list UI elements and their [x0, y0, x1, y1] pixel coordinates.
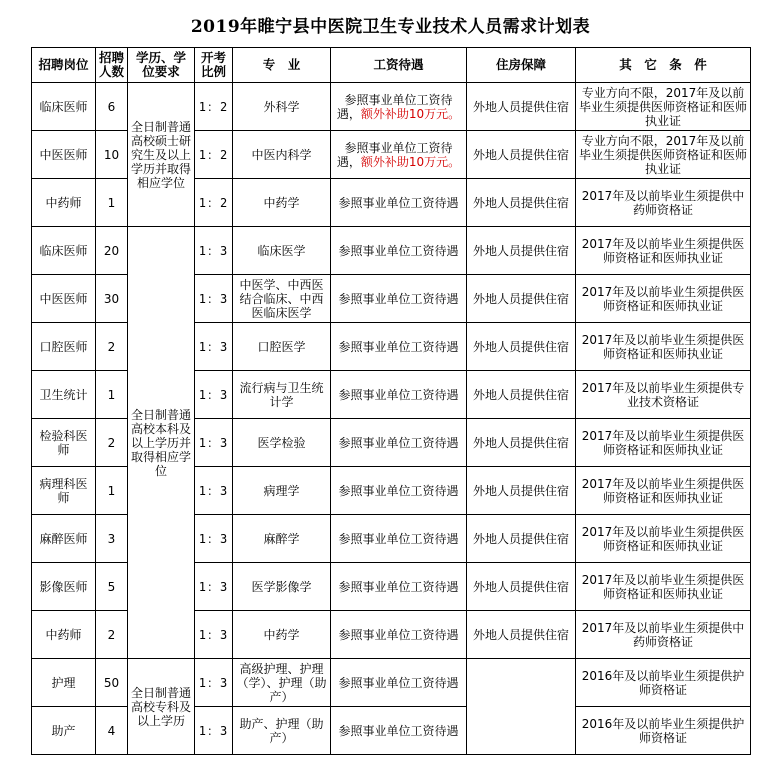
cell-major: 流行病与卫生统计学 [233, 371, 331, 419]
cell-major: 中药学 [233, 611, 331, 659]
cell-ratio: 1：2 [195, 131, 233, 179]
cell-count: 10 [96, 131, 128, 179]
cell-major: 中医内科学 [233, 131, 331, 179]
cell-housing: 外地人员提供住宿 [467, 563, 576, 611]
cell-salary: 参照事业单位工资待遇 [331, 467, 467, 515]
cell-other: 2017年及以前毕业生须提供医师资格证和医师执业证 [576, 467, 751, 515]
cell-major: 医学检验 [233, 419, 331, 467]
cell-other: 2017年及以前毕业生须提供中药师资格证 [576, 611, 751, 659]
cell-housing: 外地人员提供住宿 [467, 467, 576, 515]
cell-count: 2 [96, 419, 128, 467]
cell-major: 外科学 [233, 83, 331, 131]
cell-count: 5 [96, 563, 128, 611]
cell-count: 30 [96, 275, 128, 323]
cell-ratio: 1：3 [195, 371, 233, 419]
cell-other: 2017年及以前毕业生须提供医师资格证和医师执业证 [576, 275, 751, 323]
salary-bonus: 额外补助10万元。 [360, 106, 461, 121]
cell-position: 口腔医师 [32, 323, 96, 371]
cell-housing [467, 659, 576, 755]
cell-major: 口腔医学 [233, 323, 331, 371]
cell-major: 医学影像学 [233, 563, 331, 611]
cell-ratio: 1：3 [195, 227, 233, 275]
cell-housing: 外地人员提供住宿 [467, 275, 576, 323]
cell-salary: 参照事业单位工资待遇 [331, 515, 467, 563]
cell-housing: 外地人员提供住宿 [467, 515, 576, 563]
header-housing: 住房保障 [467, 48, 576, 83]
cell-position: 助产 [32, 707, 96, 755]
header-position: 招聘岗位 [32, 48, 96, 83]
cell-ratio: 1：3 [195, 707, 233, 755]
cell-ratio: 1：3 [195, 323, 233, 371]
cell-housing: 外地人员提供住宿 [467, 323, 576, 371]
cell-edu-bachelor: 全日制普通高校本科及以上学历并取得相应学位 [128, 227, 195, 659]
cell-major: 高级护理、护理（学）、护理（助产） [233, 659, 331, 707]
recruitment-table [31, 47, 751, 755]
header-ratio: 开考比例 [195, 48, 233, 83]
header-major: 专 业 [233, 48, 331, 83]
cell-other: 2017年及以前毕业生须提供中药师资格证 [576, 179, 751, 227]
cell-housing: 外地人员提供住宿 [467, 371, 576, 419]
cell-salary: 参照事业单位工资待遇 [331, 227, 467, 275]
cell-housing: 外地人员提供住宿 [467, 83, 576, 131]
cell-salary: 参照事业单位工资待遇 [331, 323, 467, 371]
cell-count: 1 [96, 467, 128, 515]
cell-salary: 参照事业单位工资待遇 [331, 179, 467, 227]
cell-position: 临床医师 [32, 83, 96, 131]
cell-edu-master: 全日制普通高校硕士研究生及以上学历并取得相应学位 [128, 83, 195, 227]
cell-major: 病理学 [233, 467, 331, 515]
cell-ratio: 1：3 [195, 611, 233, 659]
cell-other: 专业方向不限，2017年及以前毕业生须提供医师资格证和医师执业证 [576, 83, 751, 131]
cell-position: 中药师 [32, 611, 96, 659]
page-title: 2019年睢宁县中医院卫生专业技术人员需求计划表 [190, 17, 591, 37]
table-row [32, 83, 751, 131]
cell-salary: 参照事业单位工资待遇 [331, 275, 467, 323]
cell-ratio: 1：2 [195, 83, 233, 131]
cell-housing: 外地人员提供住宿 [467, 179, 576, 227]
cell-housing: 外地人员提供住宿 [467, 227, 576, 275]
cell-count: 1 [96, 371, 128, 419]
cell-count: 4 [96, 707, 128, 755]
cell-salary [331, 83, 467, 131]
cell-position: 中药师 [32, 179, 96, 227]
cell-count: 2 [96, 323, 128, 371]
cell-salary: 参照事业单位工资待遇 [331, 419, 467, 467]
cell-major: 中药学 [233, 179, 331, 227]
cell-salary: 参照事业单位工资待遇 [331, 563, 467, 611]
cell-ratio: 1：3 [195, 419, 233, 467]
cell-other: 2017年及以前毕业生须提供医师资格证和医师执业证 [576, 227, 751, 275]
cell-position: 病理科医师 [32, 467, 96, 515]
cell-ratio: 1：3 [195, 515, 233, 563]
cell-count: 6 [96, 83, 128, 131]
salary-text: 参照事业单位工资待遇， [336, 92, 453, 121]
cell-other: 2017年及以前毕业生须提供专业技术资格证 [576, 371, 751, 419]
cell-edu-college: 全日制普通高校专科及以上学历 [128, 659, 195, 755]
header-count: 招聘人数 [96, 48, 128, 83]
cell-salary: 参照事业单位工资待遇 [331, 659, 467, 707]
cell-position: 卫生统计 [32, 371, 96, 419]
cell-major: 中医学、中西医结合临床、中西医临床医学 [233, 275, 331, 323]
cell-position: 中医医师 [32, 131, 96, 179]
cell-position: 影像医师 [32, 563, 96, 611]
cell-position: 检验科医师 [32, 419, 96, 467]
cell-housing: 外地人员提供住宿 [467, 419, 576, 467]
cell-major: 临床医学 [233, 227, 331, 275]
cell-other: 专业方向不限，2017年及以前毕业生须提供医师资格证和医师执业证 [576, 131, 751, 179]
cell-salary: 参照事业单位工资待遇 [331, 707, 467, 755]
cell-other: 2017年及以前毕业生须提供医师资格证和医师执业证 [576, 323, 751, 371]
cell-housing: 外地人员提供住宿 [467, 131, 576, 179]
header-other: 其 它 条 件 [576, 48, 751, 83]
cell-position: 护理 [32, 659, 96, 707]
header-row [32, 48, 751, 83]
cell-major: 助产、护理（助产） [233, 707, 331, 755]
cell-other: 2017年及以前毕业生须提供医师资格证和医师执业证 [576, 515, 751, 563]
cell-position: 麻醉医师 [32, 515, 96, 563]
header-edu: 学历、学位要求 [128, 48, 195, 83]
cell-ratio: 1：2 [195, 179, 233, 227]
cell-count: 1 [96, 179, 128, 227]
salary-bonus: 额外补助10万元。 [360, 154, 461, 169]
cell-position: 中医医师 [32, 275, 96, 323]
cell-position: 临床医师 [32, 227, 96, 275]
table-row [32, 227, 751, 275]
cell-other: 2016年及以前毕业生须提供护师资格证 [576, 659, 751, 707]
cell-salary [331, 131, 467, 179]
cell-ratio: 1：3 [195, 563, 233, 611]
cell-count: 3 [96, 515, 128, 563]
cell-salary: 参照事业单位工资待遇 [331, 371, 467, 419]
cell-count: 50 [96, 659, 128, 707]
cell-ratio: 1：3 [195, 275, 233, 323]
cell-other: 2017年及以前毕业生须提供医师资格证和医师执业证 [576, 419, 751, 467]
table-row [32, 659, 751, 707]
cell-count: 20 [96, 227, 128, 275]
salary-text: 参照事业单位工资待遇， [336, 140, 453, 169]
header-salary: 工资待遇 [331, 48, 467, 83]
cell-salary: 参照事业单位工资待遇 [331, 611, 467, 659]
cell-major: 麻醉学 [233, 515, 331, 563]
cell-ratio: 1：3 [195, 659, 233, 707]
cell-other: 2016年及以前毕业生须提供护师资格证 [576, 707, 751, 755]
cell-count: 2 [96, 611, 128, 659]
cell-housing: 外地人员提供住宿 [467, 611, 576, 659]
cell-ratio: 1：3 [195, 467, 233, 515]
cell-other: 2017年及以前毕业生须提供医师资格证和医师执业证 [576, 563, 751, 611]
